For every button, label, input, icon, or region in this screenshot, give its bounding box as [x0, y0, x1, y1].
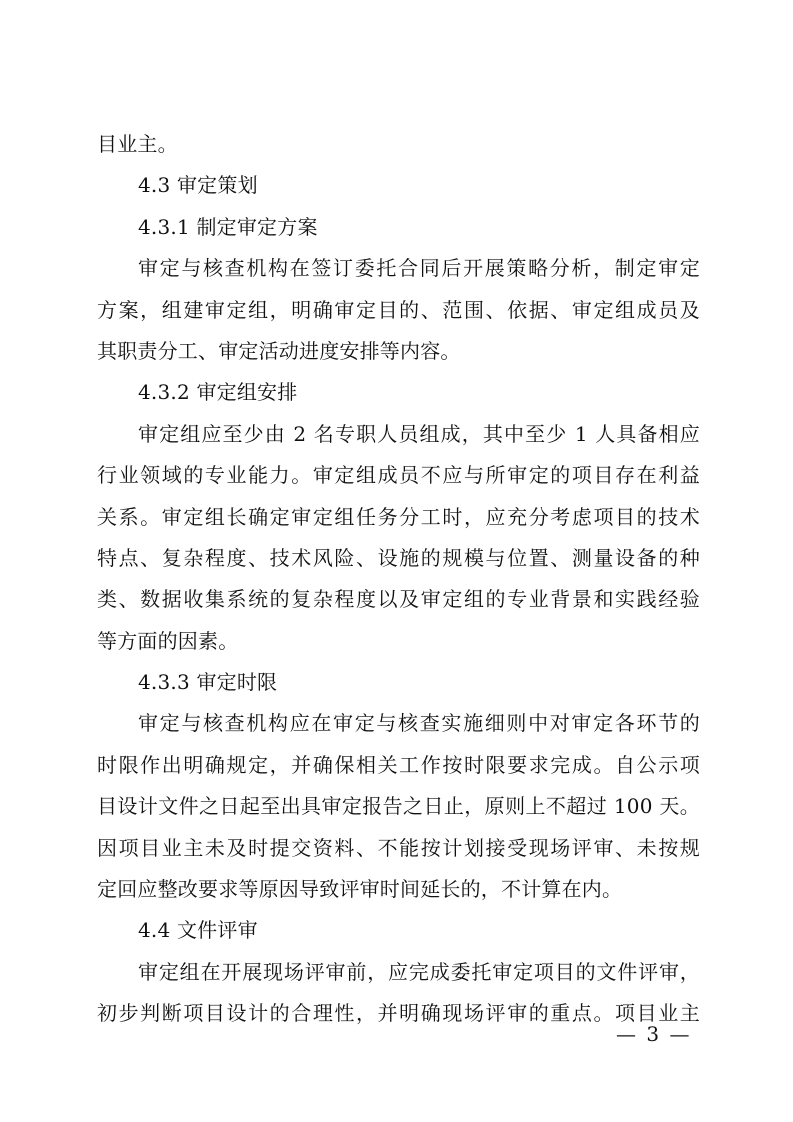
paragraph-line: 目业主。: [97, 132, 178, 156]
paragraph-line: 审定组应至少由 2 名专职人员组成，其中至少 1 人具备相应: [138, 421, 700, 446]
paragraph-line: 目设计文件之日起至出具审定报告之日止，原则上不超过 100 天。: [97, 794, 700, 819]
page-number: — 3 —: [616, 1022, 692, 1046]
section-heading-4-3-3: 4.3.3 审定时限: [138, 670, 278, 695]
paragraph-line: 审定与核查机构在签订委托合同后开展策略分析，制定审定: [138, 256, 700, 281]
section-heading-4-4: 4.4 文件评审: [138, 918, 258, 943]
paragraph-line: 行业领域的专业能力。审定组成员不应与所审定的项目存在利益: [97, 463, 700, 488]
paragraph-line: 初步判断项目设计的合理性，并明确现场评审的重点。项目业主: [97, 1001, 700, 1026]
paragraph-line: 定回应整改要求等原因导致评审时间延长的，不计算在内。: [97, 877, 623, 902]
paragraph-line: 关系。审定组长确定审定组任务分工时，应充分考虑项目的技术: [97, 504, 700, 529]
paragraph-line: 特点、复杂程度、技术风险、设施的规模与位置、测量设备的种: [97, 545, 700, 570]
document-body: [97, 124, 700, 1035]
paragraph-line: 等方面的因素。: [97, 628, 239, 653]
section-heading-4-3-2: 4.3.2 审定组安排: [138, 380, 298, 405]
paragraph-line: 审定与核查机构应在审定与核查实施细则中对审定各环节的: [138, 711, 700, 736]
paragraph-line: 方案，组建审定组，明确审定目的、范围、依据、审定组成员及: [97, 297, 700, 322]
paragraph-line: 因项目业主未及时提交资料、不能按计划接受现场评审、未按规: [97, 835, 700, 860]
paragraph-line: 时限作出明确规定，并确保相关工作按时限要求完成。自公示项: [97, 752, 700, 777]
paragraph-line: 审定组在开展现场评审前，应完成委托审定项目的文件评审，: [138, 959, 700, 984]
section-heading-4-3-1: 4.3.1 制定审定方案: [138, 214, 318, 239]
paragraph-line: 其职责分工、审定活动进度安排等内容。: [97, 338, 461, 363]
section-heading-4-3: 4.3 审定策划: [138, 173, 258, 198]
paragraph-line: 类、数据收集系统的复杂程度以及审定组的专业背景和实践经验: [97, 587, 700, 612]
